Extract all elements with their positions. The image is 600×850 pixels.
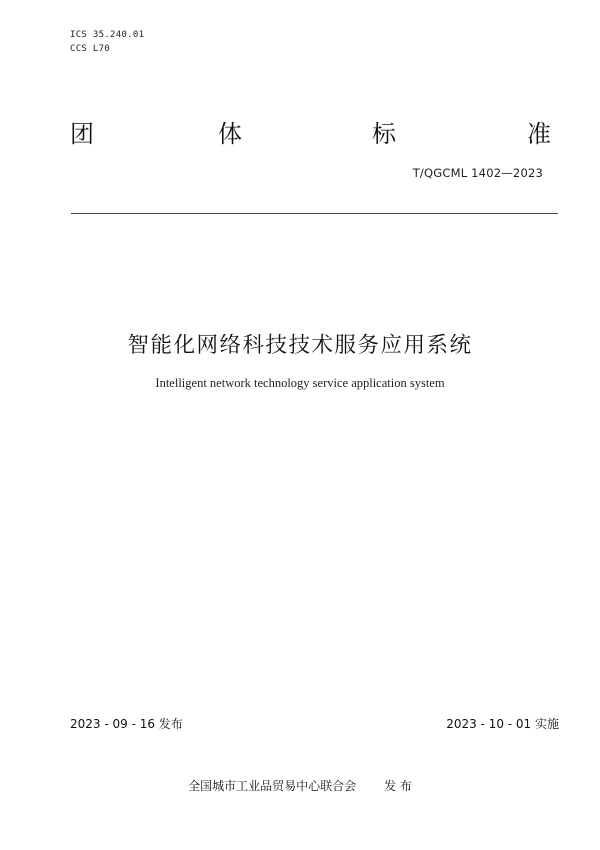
document-title-chinese: 智能化网络科技技术服务应用系统	[127, 333, 473, 358]
standard-type-char-1: 团	[70, 120, 94, 148]
standard-type-char-2: 体	[218, 120, 242, 148]
publisher-name: 全国城市工业品贸易中心联合会	[188, 779, 357, 793]
issue-date: 2023 - 09 - 16 发布	[70, 717, 183, 731]
standard-type-char-3: 标	[372, 120, 396, 148]
ics-code: ICS 35.240.01	[70, 30, 145, 40]
ccs-code: CCS L70	[70, 44, 111, 54]
standard-number: T/QGCML 1402—2023	[412, 166, 543, 180]
publisher-line	[0, 777, 600, 794]
publisher-action: 发 布	[384, 779, 412, 793]
standard-type-char-4: 准	[527, 120, 551, 148]
document-title-english: Intelligent network technology service application system	[155, 376, 445, 390]
header-divider	[71, 213, 558, 214]
implementation-date: 2023 - 10 - 01 实施	[446, 717, 559, 731]
